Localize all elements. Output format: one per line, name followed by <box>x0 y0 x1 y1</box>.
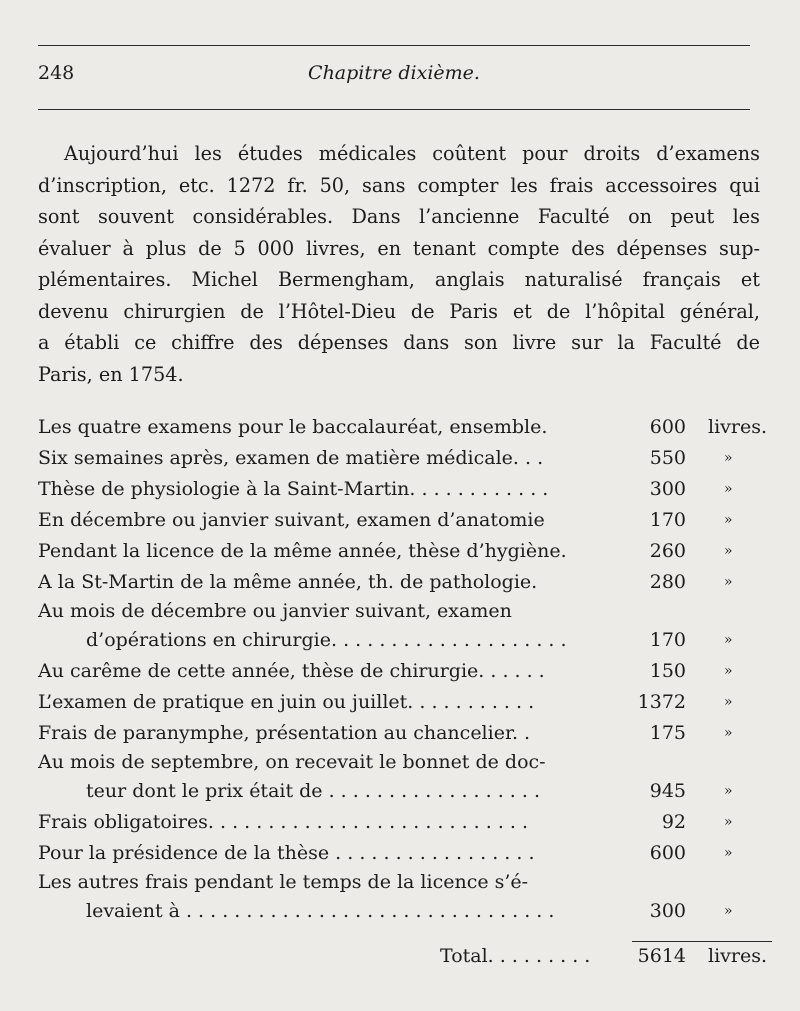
expense-unit: » <box>724 543 733 559</box>
expense-row <box>38 443 770 474</box>
expense-unit: » <box>724 632 733 648</box>
expense-description: Frais obligatoires. . . . . . . . . . . . . . . . . . . . . . . . . . . <box>38 811 529 833</box>
paragraph-line: devenu chirurgien de l’Hôtel-Dieu de Paris et de l’hôpital général, <box>38 299 760 323</box>
expense-row <box>38 412 770 443</box>
expense-description: Les autres frais pendant le temps de la licence s’é- <box>38 871 529 893</box>
expense-unit: » <box>724 845 733 861</box>
expense-amount: 150 <box>649 660 686 682</box>
expense-unit: » <box>724 903 733 919</box>
paragraph-line: plémentaires. Michel Bermengham, anglais naturalisé français et <box>38 268 760 291</box>
expense-unit: » <box>724 783 733 799</box>
expense-description: Thèse de physiologie à la Saint-Martin. . . . . . . . . . . . <box>38 478 549 500</box>
expense-row <box>38 776 770 807</box>
expense-amount: 175 <box>649 722 686 744</box>
expense-row <box>38 567 770 598</box>
expense-amount: 300 <box>649 900 686 922</box>
paragraph-line: évaluer à plus de 5 000 livres, en tenant compte des dépenses sup- <box>38 236 760 260</box>
top-rule <box>38 45 750 46</box>
expense-row <box>38 749 770 776</box>
expense-amount: 280 <box>649 571 686 593</box>
expense-description: Pendant la licence de la même année, thèse d’hygiène. <box>38 540 567 562</box>
paragraph-line: sont souvent considérables. Dans l’ancienne Faculté on peut les <box>38 205 760 228</box>
expense-description: Les quatre examens pour le baccalauréat, ensemble. <box>38 416 548 438</box>
expense-unit: » <box>724 694 733 710</box>
expense-description: Au mois de septembre, on recevait le bonnet de doc- <box>38 751 546 773</box>
chapter-title: Chapitre dixième. <box>308 62 480 84</box>
paragraph-line: Paris, en 1754. <box>38 362 184 386</box>
paragraph-line: a établi ce chiffre des dépenses dans son livre sur la Faculté de <box>38 331 760 354</box>
expense-table <box>38 412 770 927</box>
expense-row <box>38 474 770 505</box>
running-header <box>38 62 750 92</box>
expense-row <box>38 536 770 567</box>
expense-description: Au carême de cette année, thèse de chirurgie. . . . . . <box>38 660 545 682</box>
expense-unit: » <box>724 663 733 679</box>
total-label: Total. . . . . . . . . <box>440 945 591 967</box>
expense-description: Au mois de décembre ou janvier suivant, examen <box>38 600 512 622</box>
expense-description: Six semaines après, examen de matière médicale. . . <box>38 447 544 469</box>
expense-row <box>38 505 770 536</box>
total-row <box>38 941 770 971</box>
expense-unit: » <box>724 512 733 528</box>
expense-row <box>38 625 770 656</box>
expense-unit: livres. <box>708 416 768 438</box>
expense-description: A la St-Martin de la même année, th. de pathologie. <box>38 571 538 593</box>
expense-unit: » <box>724 574 733 590</box>
expense-amount: 550 <box>649 447 686 469</box>
expense-amount: 170 <box>649 629 686 651</box>
expense-amount: 300 <box>649 478 686 500</box>
expense-description: Pour la présidence de la thèse . . . . . . . . . . . . . . . . . <box>38 842 535 864</box>
expense-row <box>38 718 770 749</box>
header-rule <box>38 109 750 110</box>
expense-description-continued: d’opérations en chirurgie. . . . . . . . . . . . . . . . . . . . <box>86 629 567 651</box>
paragraph-line: Aujourd’hui les études médicales coûtent pour droits d’examens <box>64 142 760 165</box>
expense-description: Frais de paranymphe, présentation au chancelier. . <box>38 722 531 744</box>
expense-amount: 600 <box>649 842 686 864</box>
expense-row <box>38 869 770 896</box>
page-number: 248 <box>38 62 75 84</box>
expense-row <box>38 838 770 869</box>
expense-unit: » <box>724 814 733 830</box>
expense-row <box>38 656 770 687</box>
expense-row <box>38 687 770 718</box>
expense-amount: 1372 <box>637 691 686 713</box>
expense-unit: » <box>724 450 733 466</box>
total-unit: livres. <box>708 945 768 967</box>
intro-paragraph <box>38 138 760 390</box>
expense-amount: 170 <box>649 509 686 531</box>
expense-row <box>38 807 770 838</box>
expense-amount: 600 <box>649 416 686 438</box>
expense-amount: 945 <box>649 780 686 802</box>
expense-amount: 92 <box>661 811 686 833</box>
expense-description: En décembre ou janvier suivant, examen d’anatomie <box>38 509 545 531</box>
expense-unit: » <box>724 481 733 497</box>
expense-unit: » <box>724 725 733 741</box>
expense-description: L’examen de pratique en juin ou juillet. . . . . . . . . . . <box>38 691 535 713</box>
expense-amount: 260 <box>649 540 686 562</box>
expense-description-continued: levaient à . . . . . . . . . . . . . . . . . . . . . . . . . . . . . . . <box>86 900 555 922</box>
expense-row <box>38 598 770 625</box>
expense-row <box>38 896 770 927</box>
expense-description-continued: teur dont le prix était de . . . . . . . . . . . . . . . . . . <box>86 780 540 802</box>
paragraph-line: d’inscription, etc. 1272 fr. 50, sans compter les frais accessoires qui <box>38 173 760 197</box>
total-value: 5614 <box>637 945 686 967</box>
